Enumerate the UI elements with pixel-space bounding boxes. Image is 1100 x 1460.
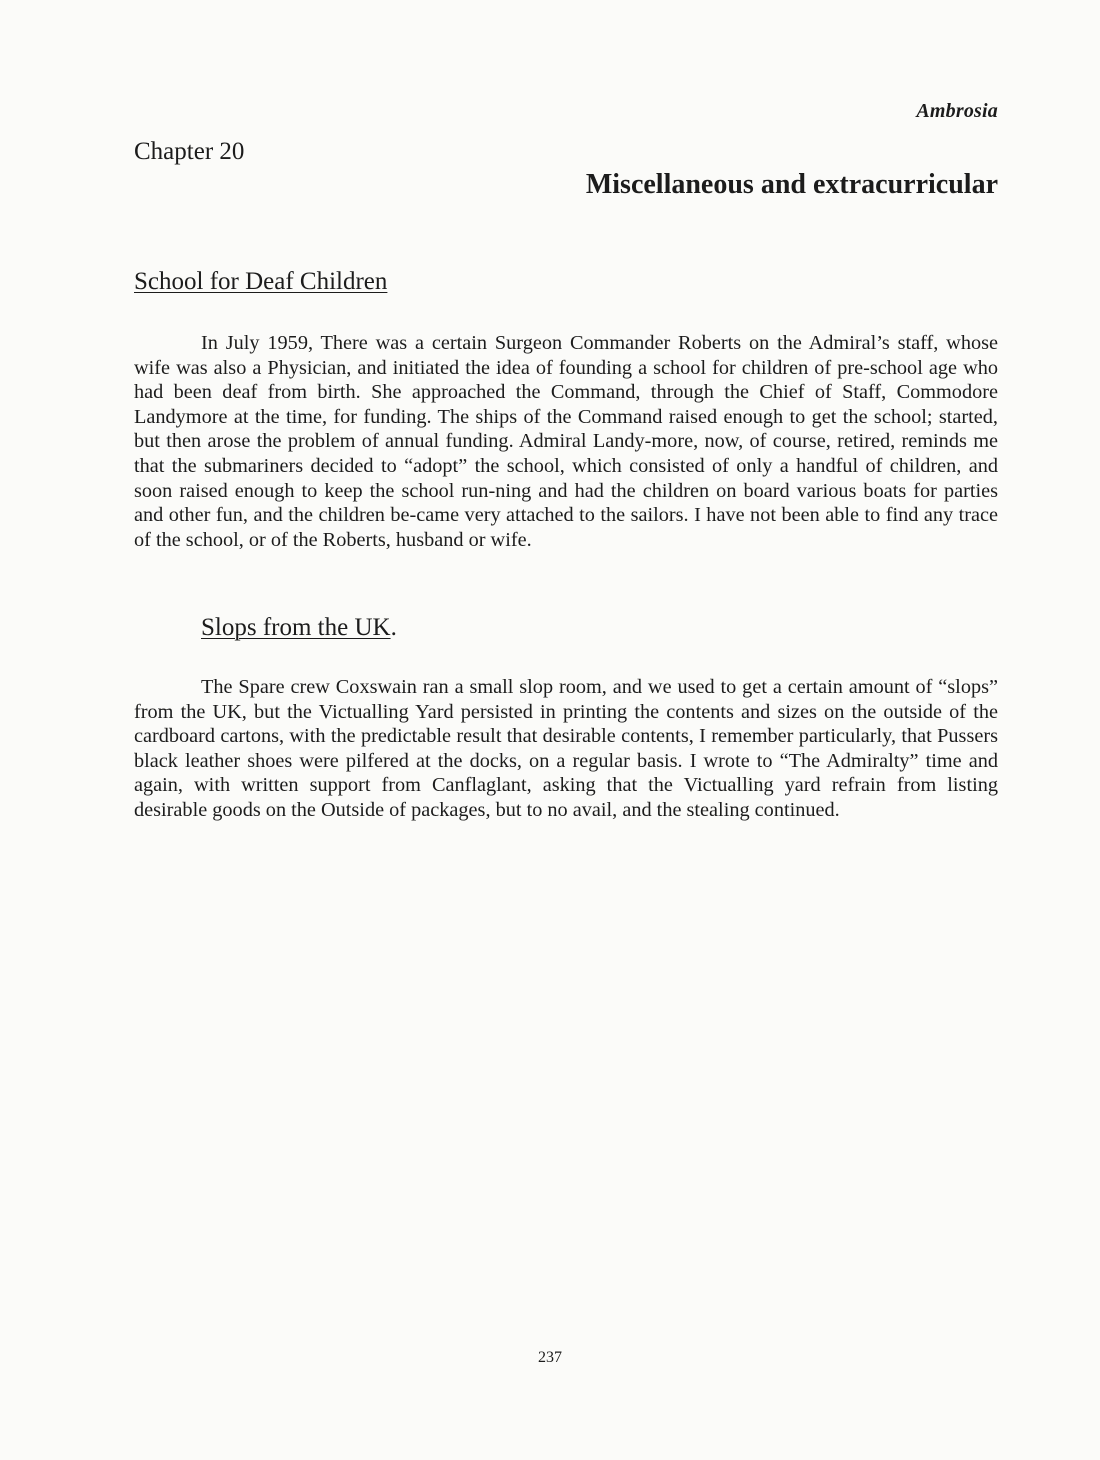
section-heading-slops-text: Slops from the UK xyxy=(201,614,391,641)
page-number: 237 xyxy=(538,1349,562,1366)
running-header: Ambrosia xyxy=(916,100,998,122)
chapter-title: Miscellaneous and extracurricular xyxy=(585,169,998,200)
section-heading-slops-period: . xyxy=(390,614,397,641)
paragraph-school-for-deaf-children: In July 1959, There was a certain Surgeon Commander Roberts on the Admiral’s staff, whose wife was also a Physician, and initiated the idea of founding a school for children of pre-school age who had been deaf from birth. She approached the Command, through the Chief of Staff, Commodore Landymore at the time, for funding. The ships of the Command raised enough to get the school; started, but then arose the problem of annual funding. Admiral Landy-more, now, of course, retired, reminds me that the submariners decided to “adopt” the school, which consisted of only a handful of children, and soon raised enough to keep the school run-ning and had the children on board various boats for parties and other fun, and the children be-came very attached to the sailors. I have not been able to find any trace of the school, or of the Roberts, husband or wife. xyxy=(134,332,998,551)
section-heading-school-for-deaf-children: School for Deaf Children xyxy=(134,268,388,295)
section-heading-slops-from-the-uk xyxy=(201,614,397,642)
chapter-label: Chapter 20 xyxy=(134,138,245,165)
paragraph-slops-from-the-uk: The Spare crew Coxswain ran a small slop room, and we used to get a certain amount of “slops” from the UK, but the Victualling Yard persisted in printing the contents and sizes on the outside of the cardboard cartons, with the predictable result that desirable contents, I remember particularly, that Pussers black leather shoes were pilfered at the docks, on a regular basis. I wrote to “The Admiralty” time and again, with written support from Canflaglant, asking that the Victualling yard refrain from listing desirable goods on the Outside of packages, but to no avail, and the stealing continued. xyxy=(134,676,998,821)
